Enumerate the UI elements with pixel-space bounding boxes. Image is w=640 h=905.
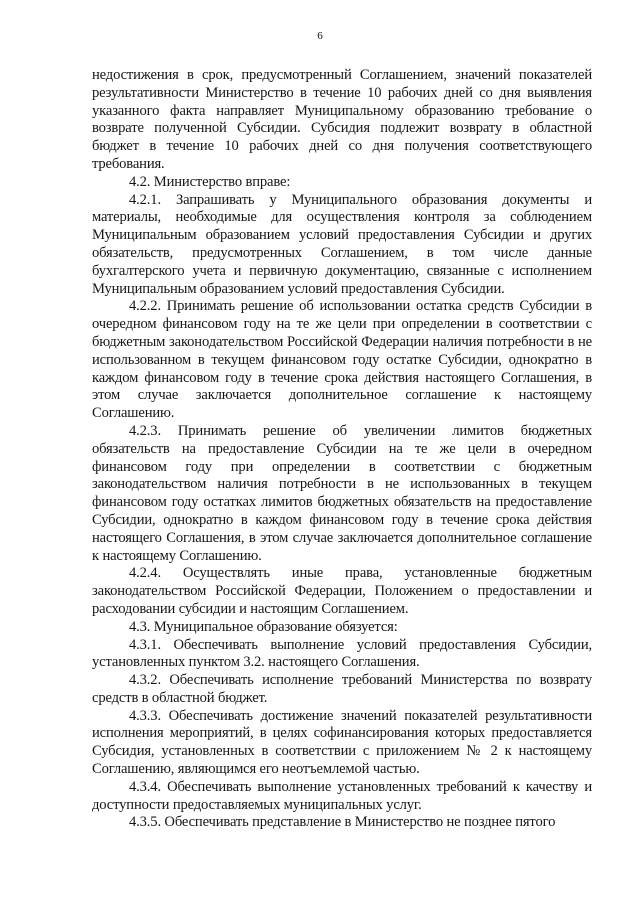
- paragraph-4-3-4: 4.3.4. Обеспечивать выполнение установленных требований к качеству и доступности предоставляемых муниципальных услуг.: [92, 778, 592, 813]
- paragraph-4-2-2: 4.2.2. Принимать решение об использовании остатка средств Субсидии в очередном финансовом году на те же цели при определении в соответствии с бюджетным законодательством Российской Федерации наличия потребности в не использованном в текущем финансовом году остатке Субсидии, однократно в каждом финансовом году в течение срока действия настоящего Соглашения, в этом случае заключается дополнительное соглашение к настоящему Соглашению.: [92, 298, 592, 422]
- paragraph-continuation: недостижения в срок, предусмотренный Соглашением, значений показателей результативности Министерство в течение 10 рабочих дней со дня выявления указанного факта направляет Муниципальному образованию требование о возврате полученной Субсидии. Субсидия подлежит возврату в областной бюджет в течение 10 рабочих дней со дня получения соответствующего требования.: [92, 67, 592, 172]
- page-number: 6: [317, 30, 323, 42]
- paragraph-4-3-1: 4.3.1. Обеспечивать выполнение условий предоставления Субсидии, установленных пунктом 3.2. настоящего Соглашения.: [92, 636, 592, 671]
- paragraph-4-3-3: 4.3.3. Обеспечивать достижение значений показателей результативности исполнения мероприятий, в целях софинансирования которых предоставляется Субсидия, установленных в соответствии с приложением № 2 к настоящему Соглашению, являющимся его неотъемлемой частью.: [92, 707, 592, 778]
- document-body: [92, 67, 592, 832]
- paragraph-4-3-5: 4.3.5. Обеспечивать представление в Министерство не позднее пятого: [129, 814, 556, 831]
- paragraph-4-2: 4.2. Министерство вправе:: [129, 173, 291, 190]
- paragraph-4-3-2: 4.3.2. Обеспечивать исполнение требований Министерства по возврату средств в областной бюджет.: [92, 672, 592, 706]
- paragraph-4-2-1: 4.2.1. Запрашивать у Муниципального образования документы и материалы, необходимые для осуществления контроля за соблюдением Муниципальным образованием условий предоставления Субсидии и других обязательств, предусмотренных Соглашением, в том числе данные бухгалтерского учета и первичную документацию, связанные с исполнением Муниципальным образованием условий предоставления Субсидии.: [92, 191, 592, 297]
- paragraph-4-2-3: 4.2.3. Принимать решение об увеличении лимитов бюджетных обязательств на предоставление Субсидии на те же цели в очередном финансовом году при определении в соответствии с бюджетным законодательством наличия потребности в не использованных в текущем финансовом году остатках лимитов бюджетных обязательств на предоставление Субсидии, однократно в каждом финансовом году в течение срока действия настоящего Соглашения, в этом случае заключается дополнительное соглашение к настоящему Соглашению.: [92, 422, 592, 564]
- paragraph-4-2-4: 4.2.4. Осуществлять иные права, установленные бюджетным законодательством Российской Федерации, Положением о предоставлении и расходовании субсидии и настоящим Соглашением.: [92, 565, 592, 617]
- paragraph-4-3: 4.3. Муниципальное образование обязуется:: [129, 618, 398, 635]
